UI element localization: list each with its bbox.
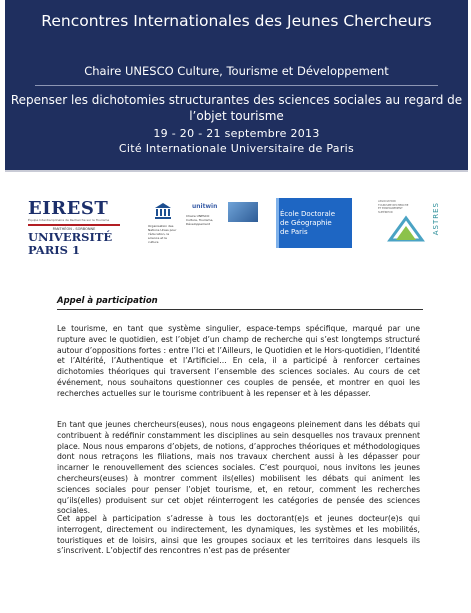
section-heading: Appel à participation [57, 296, 423, 310]
ecole-line1: École Doctorale [280, 210, 335, 218]
globe-image [228, 202, 258, 222]
unitwin-label: unitwin [192, 203, 218, 210]
event-dates: 19 - 20 - 21 septembre 2013 [153, 127, 320, 140]
astres-caption: ASSOCIATION TOURISME RECHERCHE ET ENSEIGNEMENT SUPÉRIEUR [378, 200, 409, 214]
paragraph-researchers: En tant que jeunes chercheurs(euses), nous nous engageons pleinement dans les débats qui contribuent à redéfinir constamment les disciplines au sein desquelles nos travaux prennent place. Nous nous emparons d’objets, de notions, d’approches théoriques et méthodologiques dont nous retraçons les filiations, mais nos travaux cherchent aussi à les dépasser pour incarner le renouvellement des sciences sociales. C’est pourquoi, nous invitons les jeunes chercheurs(euses) à montrer comment ils(elles) mobilisent les débats qui animent les sciences sociales pour penser l’objet tourisme, et, en retour, comment les recherches qu’ils(elles) produisent sur cet objet réinterrogent les catégories de pensée des sciences sociales. [57, 420, 420, 516]
title-banner [5, 0, 468, 172]
paragraph-audience: Cet appel à participation s’adresse à tous les doctorant(e)s et jeunes docteur(e)s qui interrogent, directement ou indirectement, les dynamiques, les systèmes et les mobilités, touristiques et de loisirs, ainsi que les groupes sociaux et les territoires dans lesquels ils s’inscrivent. L’objectif des rencontres n’est pas de présenter [57, 514, 420, 556]
eirest-logo [28, 198, 120, 257]
banner-divider [35, 85, 438, 86]
astres-name: ASTRES [432, 202, 440, 236]
university-name: UNIVERSITÉ PARIS 1 [28, 230, 113, 257]
partner-logos [0, 196, 471, 256]
ecole-line3: de Paris [280, 228, 308, 236]
pantheon-label: PANTHÉON - SORBONNE [52, 227, 96, 231]
unesco-caption: Organisation des Nations Unies pour l'éducation, la science et la culture [148, 224, 177, 244]
eirest-subtitle: Équipe Interdisciplinaire de Recherche sur le Tourisme [28, 218, 110, 222]
chaire-subtitle: Chaire UNESCO Culture, Tourisme et Développement [84, 64, 389, 78]
event-venue: Cité Internationale Universitaire de Paris [118, 142, 355, 155]
astres-mark-icon [386, 214, 426, 244]
unesco-temple-icon [154, 202, 172, 220]
event-title: Rencontres Internationales des Jeunes Chercheurs [41, 12, 432, 30]
chaire-caption: Chaire UNESCO Culture, Tourisme, Développement [186, 214, 214, 226]
theme-title: Repenser les dichotomies structurantes des sciences sociales au regard de l’objet tourisme [10, 93, 463, 123]
astres-logo [378, 196, 448, 250]
ecole-stripe [276, 198, 279, 248]
ecole-line2: de Géographie [280, 219, 332, 227]
unesco-logo [148, 200, 260, 246]
eirest-name: EIREST [28, 198, 109, 219]
ecole-text [280, 210, 335, 237]
ecole-doctorale-logo [276, 198, 352, 248]
eirest-red-rule [28, 224, 120, 226]
paragraph-intro: Le tourisme, en tant que système singulier, espace-temps spécifique, marqué par une rupture avec le quotidien, est l’objet d’un champ de recherche qui s’est longtemps structuré autour d’oppositions fortes : entre l’Ici et l’Ailleurs, le Quotidien et le Hors-quotidien, l’Identité et l’Altérité, l’Authentique et l’Artificiel… En cela, il a participé à renforcer certaines dichotomies théoriques qui traversent l’ensemble des sciences sociales. Au cours de cet événement, nous souhaitons questionner ces couples de pensée, et montrer en quoi les recherches actuelles sur le tourisme contribuent à les repenser et à les dépasser. [57, 324, 420, 398]
